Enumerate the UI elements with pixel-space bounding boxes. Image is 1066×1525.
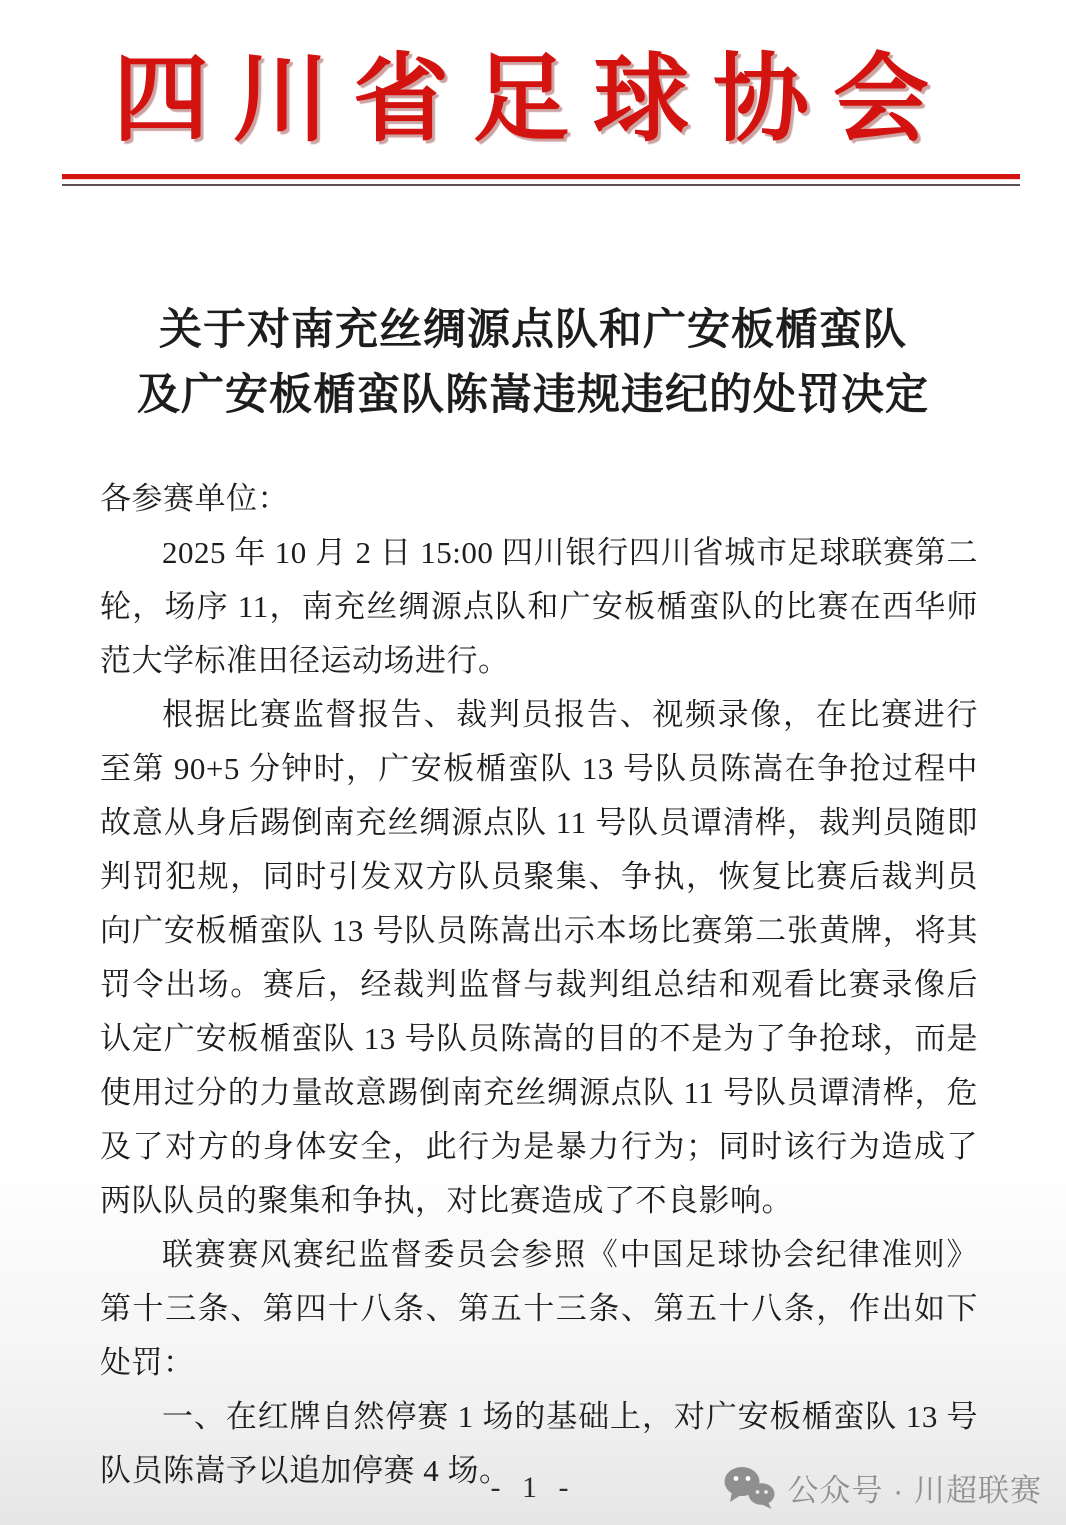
document-title-line2: 及广安板楯蛮队陈嵩违规违纪的处罚决定 xyxy=(137,372,929,419)
letterhead xyxy=(0,0,1066,186)
wechat-icon xyxy=(723,1466,775,1510)
salutation: 各参赛单位： xyxy=(100,481,289,516)
letterhead-org-name: 四川省足球协会 xyxy=(113,46,953,153)
document-title xyxy=(0,298,1066,428)
paragraph-list xyxy=(100,526,978,1498)
page-number: - 1 - xyxy=(490,1471,576,1504)
watermark xyxy=(723,1465,1042,1510)
body-paragraph: 2025 年 10 月 2 日 15:00 四川银行四川省城市足球联赛第二轮，场序 11，南充丝绸源点队和广安板楯蛮队的比赛在西华师范大学标准田径运动场进行。 xyxy=(100,535,978,678)
body-paragraph: 一、在红牌自然停赛 1 场的基础上，对广安板楯蛮队 13 号队员陈嵩予以追加停赛 4 场。 xyxy=(100,1399,978,1488)
watermark-label: 公众号 · 川超联赛 xyxy=(787,1473,1042,1508)
letterhead-rule xyxy=(62,174,1020,186)
body-paragraph: 根据比赛监督报告、裁判员报告、视频录像，在比赛进行至第 90+5 分钟时，广安板楯蛮队 13 号队员陈嵩在争抢过程中故意从身后踢倒南充丝绸源点队 11 号队员谭清桦，裁判员随即判罚犯规，同时引发双方队员聚集、争执，恢复比赛后裁判员向广安板楯蛮队 13 号队员陈嵩出示本场比赛第二张黄牌，将其罚令出场。赛后，经裁判监督与裁判组总结和观看比赛录像后认定广安板楯蛮队 13 号队员陈嵩的目的不是为了争抢球，而是使用过分的力量故意踢倒南充丝绸源点队 11 号队员谭清桦，危及了对方的身体安全，此行为是暴力行为；同时该行为造成了两队队员的聚集和争执，对比赛造成了不良影响。 xyxy=(100,697,978,1218)
letterhead-rule-shadow-line xyxy=(62,184,1020,186)
letterhead-rule-red-line xyxy=(62,174,1020,179)
document-body xyxy=(100,472,978,1498)
body-paragraph: 联赛赛风赛纪监督委员会参照《中国足球协会纪律准则》第十三条、第四十八条、第五十三条、第五十八条，作出如下处罚： xyxy=(100,1237,978,1380)
document-title-line1: 关于对南充丝绸源点队和广安板楯蛮队 xyxy=(159,307,907,354)
